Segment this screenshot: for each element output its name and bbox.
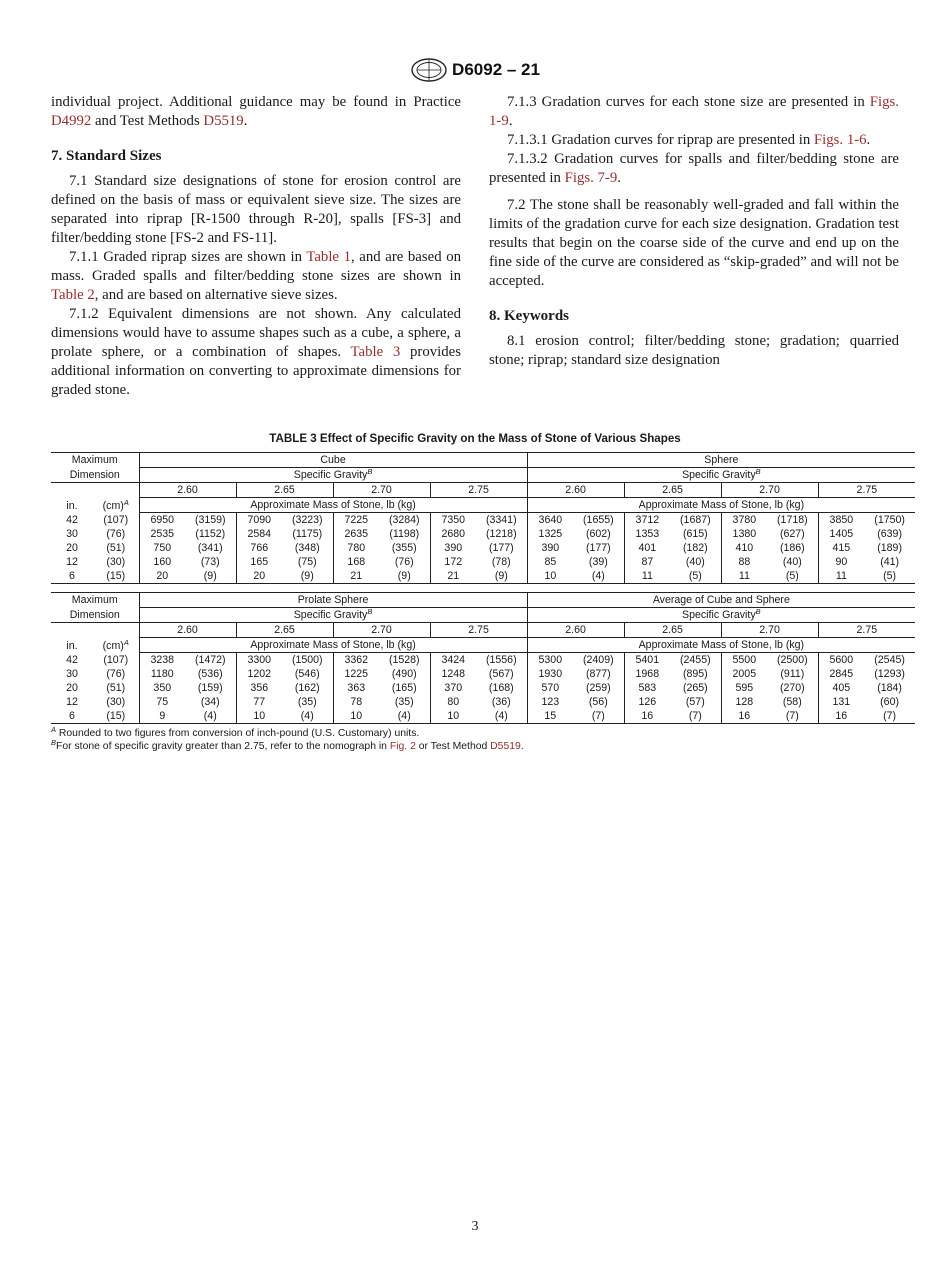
mass-kg: (3223) bbox=[291, 514, 323, 526]
text-run: , and are based on mass. Graded spalls and filter/bedding stone sizes are shown in bbox=[51, 249, 461, 284]
mass-lb: 3850 bbox=[818, 513, 864, 528]
dimension-in: 6 bbox=[51, 569, 93, 584]
mass-kg: (177) bbox=[488, 542, 514, 554]
mass-lb: 11 bbox=[721, 569, 767, 584]
mass-lb: 88 bbox=[721, 555, 767, 569]
mass-kg: (9) bbox=[282, 569, 333, 584]
mass-kg: (4) bbox=[476, 709, 527, 724]
mass-kg: (189) bbox=[877, 542, 902, 554]
mass-kg: (40) bbox=[782, 556, 802, 568]
mass-kg: (34) bbox=[200, 696, 220, 708]
specific-gravity-label: Specific Gravity$^B$ bbox=[139, 468, 527, 483]
mass-lb: 5300 bbox=[527, 653, 573, 668]
mass-label: Approximate Mass of Stone, lb (kg) bbox=[527, 638, 915, 653]
gravity-value: 2.75 bbox=[430, 483, 527, 498]
mass-lb: 11 bbox=[624, 569, 670, 584]
mass-kg: (341) bbox=[197, 542, 223, 554]
shape-group-label: Cube bbox=[139, 453, 527, 468]
left-column bbox=[51, 93, 461, 400]
mass-lb: 405 bbox=[818, 681, 864, 695]
mass-lb: 21 bbox=[430, 569, 476, 584]
mass-lb: 1353 bbox=[624, 527, 670, 541]
dimension-in: 30 bbox=[66, 528, 78, 540]
mass-kg: (1218) bbox=[485, 528, 517, 540]
astm-logo-icon bbox=[410, 58, 448, 82]
mass-lb: 131 bbox=[818, 695, 864, 709]
text-run: . bbox=[520, 741, 524, 752]
gravity-value: 2.70 bbox=[721, 623, 818, 638]
shape-group-label: Average of Cube and Sphere bbox=[527, 593, 915, 608]
gravity-value: 2.75 bbox=[818, 623, 915, 638]
header-row-group bbox=[51, 593, 915, 608]
mass-lb: 85 bbox=[527, 555, 573, 569]
header-row-sg bbox=[51, 608, 915, 623]
footnote-mark: B bbox=[755, 607, 761, 616]
table-row bbox=[51, 513, 915, 528]
mass-kg: (2455) bbox=[680, 654, 711, 666]
gravity-value: 2.70 bbox=[333, 483, 430, 498]
table-row bbox=[51, 569, 915, 584]
mass-kg: (35) bbox=[297, 696, 317, 708]
dimension-cm: (51) bbox=[106, 542, 126, 554]
cross-reference-link[interactable]: D4992 bbox=[51, 113, 92, 129]
specific-gravity-label: Specific Gravity$^B$ bbox=[139, 608, 527, 623]
mass-kg: (1472) bbox=[194, 654, 226, 666]
mass-lb: 766 bbox=[236, 541, 282, 555]
mass-kg: (57) bbox=[685, 696, 705, 708]
table-block-prolate-average bbox=[51, 592, 915, 724]
mass-lb: 3780 bbox=[721, 513, 767, 528]
paragraph bbox=[51, 172, 461, 248]
gravity-value: 2.60 bbox=[139, 483, 236, 498]
dimension-label: Dimension bbox=[51, 608, 139, 623]
mass-kg: (265) bbox=[682, 682, 708, 694]
mass-lb: 16 bbox=[818, 709, 864, 724]
mass-lb: 750 bbox=[139, 541, 185, 555]
header-row-gravities bbox=[51, 623, 915, 638]
paragraph bbox=[51, 248, 461, 305]
mass-kg: (5) bbox=[670, 569, 721, 584]
gravity-value: 2.65 bbox=[236, 623, 333, 638]
mass-lb: 415 bbox=[818, 541, 864, 555]
mass-kg: (76) bbox=[394, 556, 414, 568]
section-heading: 8. Keywords bbox=[489, 308, 569, 324]
dimension-cm: (76) bbox=[106, 528, 126, 540]
footnote bbox=[51, 727, 899, 740]
footnote-mark: A bbox=[123, 497, 129, 507]
dimension-cm: (15) bbox=[93, 569, 139, 584]
mass-lb: 7350 bbox=[430, 513, 476, 528]
gravity-value: 2.75 bbox=[430, 623, 527, 638]
mass-lb: 15 bbox=[527, 709, 573, 724]
mass-kg: (615) bbox=[682, 528, 708, 540]
table-row bbox=[51, 695, 915, 709]
paragraph bbox=[489, 150, 899, 188]
mass-kg: (348) bbox=[294, 542, 320, 554]
mass-kg: (1528) bbox=[388, 654, 420, 666]
mass-lb: 401 bbox=[624, 541, 670, 555]
footnote-mark: A bbox=[123, 637, 129, 647]
dimension-in: 42 bbox=[66, 513, 78, 526]
cross-reference-link[interactable]: Table 1 bbox=[306, 249, 351, 265]
mass-lb: 78 bbox=[333, 695, 379, 709]
mass-kg: (5) bbox=[767, 569, 818, 584]
gravity-value: 2.60 bbox=[527, 623, 624, 638]
right-column bbox=[489, 93, 899, 370]
cross-reference-link[interactable]: Table 3 bbox=[350, 344, 401, 360]
mass-kg: (7) bbox=[864, 709, 915, 724]
mass-kg: (186) bbox=[779, 542, 805, 554]
table-caption: TABLE 3 Effect of Specific Gravity on the Mass of Stone of Various Shapes bbox=[269, 432, 681, 445]
dimension-cm: (107) bbox=[103, 513, 129, 526]
dimension-cm: (30) bbox=[106, 556, 126, 568]
mass-lb: 5600 bbox=[818, 653, 864, 668]
gravity-value: 2.60 bbox=[527, 483, 624, 498]
dimension-in: 20 bbox=[66, 542, 78, 554]
mass-kg: (877) bbox=[585, 668, 611, 680]
paragraph bbox=[489, 131, 899, 150]
header-row-mass bbox=[51, 498, 915, 513]
dimension-in: 30 bbox=[66, 668, 78, 680]
gravity-value: 2.70 bbox=[333, 623, 430, 638]
mass-lb: 123 bbox=[527, 695, 573, 709]
mass-lb: 1930 bbox=[527, 667, 573, 681]
mass-kg: (639) bbox=[877, 528, 902, 540]
mass-lb: 168 bbox=[333, 555, 379, 569]
mass-kg: (536) bbox=[197, 668, 223, 680]
paragraph bbox=[489, 93, 899, 131]
footnote-mark: B bbox=[367, 607, 373, 616]
mass-lb: 128 bbox=[721, 695, 767, 709]
mass-lb: 1248 bbox=[430, 667, 476, 681]
table-row bbox=[51, 527, 915, 541]
text-run: 7.1.3.1 Gradation curves for riprap are presented in bbox=[507, 132, 814, 148]
header-row-mass bbox=[51, 638, 915, 653]
mass-kg: (602) bbox=[585, 528, 611, 540]
mass-lb: 16 bbox=[721, 709, 767, 724]
mass-lb: 10 bbox=[527, 569, 573, 584]
gravity-value: 2.65 bbox=[624, 483, 721, 498]
mass-lb: 75 bbox=[139, 695, 185, 709]
mass-lb: 3238 bbox=[139, 653, 185, 668]
page-header bbox=[0, 57, 950, 83]
text-run: individual project. Additional guidance may be found in Practice bbox=[51, 94, 461, 110]
mass-lb: 10 bbox=[333, 709, 379, 724]
cross-reference-link[interactable]: Fig. 2 bbox=[389, 741, 416, 752]
mass-label: Approximate Mass of Stone, lb (kg) bbox=[139, 638, 527, 653]
dimension-cm: (15) bbox=[93, 709, 139, 724]
mass-kg: (162) bbox=[294, 682, 320, 694]
mass-kg: (1556) bbox=[485, 654, 517, 666]
mass-lb: 3712 bbox=[624, 513, 670, 528]
mass-kg: (3284) bbox=[388, 514, 420, 526]
unit-cm: (cm)$^A$ bbox=[102, 497, 129, 512]
mass-kg: (270) bbox=[779, 682, 805, 694]
mass-lb: 172 bbox=[430, 555, 476, 569]
mass-kg: (168) bbox=[488, 682, 514, 694]
mass-kg: (3159) bbox=[194, 514, 226, 526]
mass-kg: (7) bbox=[767, 709, 818, 724]
mass-lb: 80 bbox=[430, 695, 476, 709]
table-row bbox=[51, 681, 915, 695]
mass-lb: 2535 bbox=[139, 527, 185, 541]
mass-kg: (2545) bbox=[874, 654, 905, 666]
footnote-mark: B bbox=[51, 738, 57, 747]
mass-lb: 780 bbox=[333, 541, 379, 555]
unit-in: in. bbox=[66, 639, 78, 652]
mass-label: Approximate Mass of Stone, lb (kg) bbox=[527, 498, 915, 513]
footnote-mark: B bbox=[755, 467, 761, 476]
mass-kg: (567) bbox=[488, 668, 514, 680]
footnote bbox=[51, 740, 899, 753]
mass-kg: (40) bbox=[685, 556, 705, 568]
text-run: 7.1.1 Graded riprap sizes are shown in bbox=[69, 249, 307, 265]
mass-kg: (177) bbox=[585, 542, 611, 554]
gravity-value: 2.75 bbox=[818, 483, 915, 498]
mass-lb: 9 bbox=[139, 709, 185, 724]
mass-lb: 7090 bbox=[236, 513, 282, 528]
paragraph bbox=[489, 196, 899, 291]
mass-kg: (355) bbox=[391, 542, 417, 554]
text-run: and Test Methods bbox=[91, 113, 204, 129]
mass-kg: (58) bbox=[782, 696, 802, 708]
mass-lb: 165 bbox=[236, 555, 282, 569]
mass-kg: (78) bbox=[491, 556, 511, 568]
cross-reference-link[interactable]: Figs. 1-9 bbox=[489, 94, 899, 129]
mass-lb: 370 bbox=[430, 681, 476, 695]
mass-kg: (165) bbox=[391, 682, 417, 694]
mass-kg: (1687) bbox=[680, 514, 711, 526]
gravity-value: 2.60 bbox=[139, 623, 236, 638]
mass-lb: 390 bbox=[430, 541, 476, 555]
mass-kg: (3341) bbox=[485, 514, 517, 526]
unit-in: in. bbox=[66, 499, 78, 512]
mass-kg: (7) bbox=[670, 709, 721, 724]
mass-lb: 20 bbox=[139, 569, 185, 584]
text-run: . bbox=[508, 113, 513, 129]
table-row bbox=[51, 667, 915, 681]
mass-kg: (41) bbox=[880, 556, 900, 568]
mass-lb: 2845 bbox=[818, 667, 864, 681]
mass-lb: 1202 bbox=[236, 667, 282, 681]
mass-kg: (1152) bbox=[195, 528, 226, 540]
mass-lb: 5401 bbox=[624, 653, 670, 668]
mass-lb: 595 bbox=[721, 681, 767, 695]
dimension-label: Maximum bbox=[51, 453, 139, 468]
mass-kg: (36) bbox=[491, 696, 511, 708]
mass-lb: 1180 bbox=[139, 667, 185, 681]
text-run: 8.1 erosion control; filter/bedding stone; gradation; quarried stone; riprap; standard size designation bbox=[489, 333, 899, 368]
mass-kg: (546) bbox=[294, 668, 320, 680]
text-run: . bbox=[866, 132, 871, 148]
paragraph bbox=[489, 332, 899, 370]
table-row bbox=[51, 541, 915, 555]
mass-lb: 2680 bbox=[430, 527, 476, 541]
cross-reference-link[interactable]: Figs. 1-6 bbox=[813, 132, 867, 148]
mass-kg: (1175) bbox=[292, 528, 323, 540]
mass-kg: (2409) bbox=[583, 654, 614, 666]
mass-kg: (7) bbox=[573, 709, 624, 724]
text-run: 7.1.2 Equivalent dimensions are not shown. Any calculated dimensions would have to assume shapes such as a cube, a sphere, a prolate sphere, or a combination of shapes. bbox=[51, 306, 461, 360]
mass-lb: 3424 bbox=[430, 653, 476, 668]
gravity-value: 2.65 bbox=[236, 483, 333, 498]
mass-lb: 77 bbox=[236, 695, 282, 709]
mass-kg: (39) bbox=[588, 556, 608, 568]
mass-lb: 583 bbox=[624, 681, 670, 695]
mass-kg: (1500) bbox=[291, 654, 323, 666]
dimension-cm: (76) bbox=[106, 668, 126, 680]
cross-reference-link[interactable]: D5519 bbox=[490, 741, 521, 752]
dimension-label: Maximum bbox=[51, 593, 139, 608]
mass-lb: 126 bbox=[624, 695, 670, 709]
mass-kg: (35) bbox=[394, 696, 414, 708]
cross-reference-link[interactable]: D5519 bbox=[203, 113, 244, 129]
dimension-label: Dimension bbox=[51, 468, 139, 483]
mass-kg: (9) bbox=[476, 569, 527, 584]
dimension-cm: (107) bbox=[103, 653, 129, 666]
text-run: provides additional information on converting to approximate dimensions for graded stone. bbox=[51, 344, 461, 398]
mass-lb: 21 bbox=[333, 569, 379, 584]
dimension-cm: (30) bbox=[106, 696, 126, 708]
text-run: 7.2 The stone shall be reasonably well-graded and fall within the limits of the gradation curve for each size designation. Gradation test results that begin on the coarse side of the curve and end up on the fine side of the curve are considered as “skip-graded” and will not be accepted. bbox=[489, 197, 899, 289]
mass-lb: 1225 bbox=[333, 667, 379, 681]
text-run: . bbox=[243, 113, 248, 129]
shape-group-label: Sphere bbox=[527, 453, 915, 468]
paragraph bbox=[51, 305, 461, 400]
mass-lb: 5500 bbox=[721, 653, 767, 668]
standard-designation: D6092 – 21 bbox=[452, 60, 540, 79]
gravity-value: 2.70 bbox=[721, 483, 818, 498]
mass-kg: (490) bbox=[391, 668, 417, 680]
cross-reference-link[interactable]: Table 2 bbox=[51, 287, 95, 303]
mass-kg: (9) bbox=[185, 569, 236, 584]
mass-lb: 7225 bbox=[333, 513, 379, 528]
mass-kg: (1750) bbox=[874, 514, 905, 526]
dimension-in: 42 bbox=[66, 653, 78, 666]
cross-reference-link[interactable]: Figs. 7-9 bbox=[564, 170, 618, 186]
mass-lb: 350 bbox=[139, 681, 185, 695]
header-row-sg bbox=[51, 468, 915, 483]
table-footnotes bbox=[51, 727, 899, 753]
mass-label: Approximate Mass of Stone, lb (kg) bbox=[139, 498, 527, 513]
mass-kg: (159) bbox=[197, 682, 223, 694]
mass-lb: 3362 bbox=[333, 653, 379, 668]
mass-kg: (259) bbox=[585, 682, 611, 694]
table-block-cube-sphere bbox=[51, 452, 915, 584]
table-row bbox=[51, 555, 915, 569]
mass-kg: (60) bbox=[880, 696, 899, 708]
mass-lb: 3640 bbox=[527, 513, 573, 528]
mass-lb: 356 bbox=[236, 681, 282, 695]
mass-kg: (182) bbox=[682, 542, 708, 554]
paragraph bbox=[51, 93, 461, 131]
mass-kg: (73) bbox=[200, 556, 220, 568]
mass-kg: (4) bbox=[185, 709, 236, 724]
text-run: 7.1.3 Gradation curves for each stone size are presented in bbox=[507, 94, 870, 110]
text-run: For stone of specific gravity greater than 2.75, refer to the nomograph in bbox=[56, 741, 390, 752]
mass-lb: 6950 bbox=[139, 513, 185, 528]
mass-lb: 390 bbox=[527, 541, 573, 555]
text-run: 7.1 Standard size designations of stone for erosion control are defined on the basis of mass or equivalent sieve size. The sizes are separated into riprap [R-1500 through R-20], spalls [FS-3] and filter/bedding stone [FS-2 and FS-11]. bbox=[51, 173, 461, 246]
paragraph-gap bbox=[489, 188, 899, 196]
unit-cm: (cm)$^A$ bbox=[102, 637, 129, 652]
mass-kg: (1655) bbox=[583, 514, 614, 526]
dimension-cm: (51) bbox=[106, 682, 126, 694]
text-run: Rounded to two figures from conversion of inch-pound (U.S. Customary) units. bbox=[56, 728, 420, 739]
dimension-in: 12 bbox=[66, 556, 78, 568]
mass-lb: 2005 bbox=[721, 667, 767, 681]
mass-lb: 363 bbox=[333, 681, 379, 695]
mass-lb: 11 bbox=[818, 569, 864, 584]
header-row-gravities bbox=[51, 483, 915, 498]
dimension-in: 6 bbox=[51, 709, 93, 724]
text-run: 7.1.3.2 Gradation curves for spalls and filter/bedding stone are presented in bbox=[489, 151, 899, 186]
mass-kg: (9) bbox=[379, 569, 430, 584]
footnote-mark: A bbox=[51, 725, 57, 734]
mass-lb: 2584 bbox=[236, 527, 282, 541]
mass-kg: (4) bbox=[573, 569, 624, 584]
table-row bbox=[51, 709, 915, 724]
dimension-in: 12 bbox=[66, 696, 78, 708]
mass-lb: 1380 bbox=[721, 527, 767, 541]
mass-kg: (4) bbox=[379, 709, 430, 724]
dimension-in: 20 bbox=[66, 682, 78, 694]
mass-kg: (56) bbox=[588, 696, 608, 708]
mass-lb: 16 bbox=[624, 709, 670, 724]
mass-kg: (5) bbox=[864, 569, 915, 584]
mass-kg: (1293) bbox=[874, 668, 905, 680]
mass-lb: 10 bbox=[236, 709, 282, 724]
page-number: 3 bbox=[471, 1219, 479, 1234]
mass-lb: 2635 bbox=[333, 527, 379, 541]
footnote-mark: B bbox=[367, 467, 373, 476]
mass-lb: 410 bbox=[721, 541, 767, 555]
mass-lb: 20 bbox=[236, 569, 282, 584]
text-run: . bbox=[617, 170, 621, 186]
mass-lb: 570 bbox=[527, 681, 573, 695]
mass-lb: 87 bbox=[624, 555, 670, 569]
mass-lb: 10 bbox=[430, 709, 476, 724]
specific-gravity-label: Specific Gravity$^B$ bbox=[527, 468, 915, 483]
mass-kg: (911) bbox=[780, 668, 805, 680]
mass-kg: (184) bbox=[877, 682, 902, 694]
mass-lb: 160 bbox=[139, 555, 185, 569]
text-run: or Test Method bbox=[415, 741, 491, 752]
mass-lb: 3300 bbox=[236, 653, 282, 668]
specific-gravity-label: Specific Gravity$^B$ bbox=[527, 608, 915, 623]
mass-lb: 1325 bbox=[527, 527, 573, 541]
header-row-group bbox=[51, 453, 915, 468]
mass-kg: (627) bbox=[779, 528, 805, 540]
mass-kg: (2500) bbox=[777, 654, 808, 666]
table-row bbox=[51, 653, 915, 668]
gravity-value: 2.65 bbox=[624, 623, 721, 638]
mass-kg: (4) bbox=[282, 709, 333, 724]
text-run: , and are based on alternative sieve sizes. bbox=[94, 287, 338, 303]
mass-lb: 1968 bbox=[624, 667, 670, 681]
shape-group-label: Prolate Sphere bbox=[139, 593, 527, 608]
mass-lb: 90 bbox=[818, 555, 864, 569]
mass-kg: (75) bbox=[297, 556, 317, 568]
mass-kg: (895) bbox=[682, 668, 708, 680]
mass-kg: (1718) bbox=[777, 514, 808, 526]
mass-lb: 1405 bbox=[818, 527, 864, 541]
mass-kg: (1198) bbox=[389, 528, 420, 540]
section-heading: 7. Standard Sizes bbox=[51, 148, 162, 164]
